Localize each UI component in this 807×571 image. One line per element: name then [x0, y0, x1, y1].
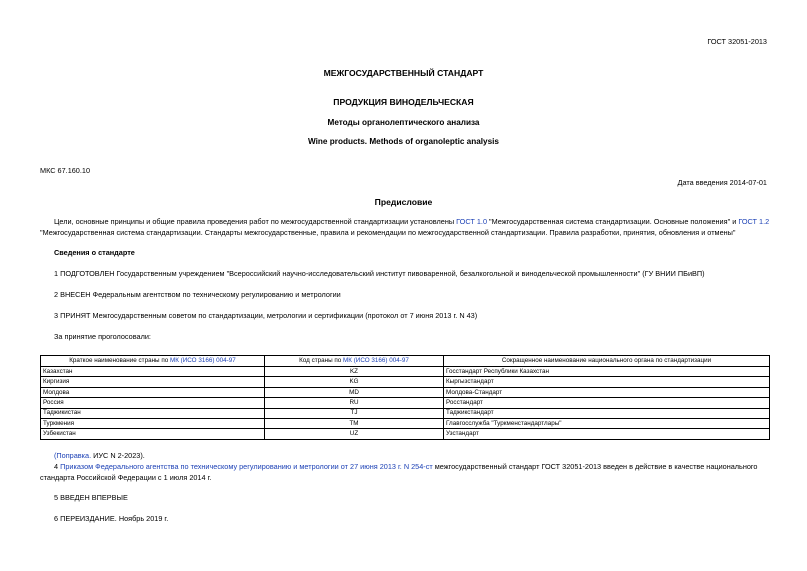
cell-country: Россия: [41, 398, 265, 408]
table-row: [41, 429, 770, 439]
product-title: ПРОДУКЦИЯ ВИНОДЕЛЬЧЕСКАЯ: [333, 97, 474, 107]
mks-code: МКС 67.160.10: [40, 166, 91, 175]
standard-type: МЕЖГОСУДАРСТВЕННЫЙ СТАНДАРТ: [323, 68, 484, 78]
cell-country: Узбекистан: [41, 429, 265, 439]
item-4-text: межгосударственный стандарт ГОСТ 32051-2013 введен в действие в качестве национального стандарта Российской Федерации с 1 июля 2014 г.: [40, 462, 758, 482]
item-2: 2 ВНЕСЕН Федеральным агентством по техническому регулированию и метрологии: [54, 290, 341, 299]
table-row: [41, 367, 770, 377]
cell-code: UZ: [265, 429, 444, 439]
cell-code: KZ: [265, 367, 444, 377]
subtitle-ru: Методы органолептического анализа: [327, 118, 480, 127]
amendment-note: [54, 451, 145, 460]
col-header-code: Код страны по МК (ИСО 3166) 004-97: [265, 356, 444, 367]
cell-code: TM: [265, 418, 444, 428]
table-row: [41, 398, 770, 408]
item-3: 3 ПРИНЯТ Межгосударственным советом по стандартизации, метрологии и сертификации (протокол от 7 июня 2013 г. N 43): [54, 311, 478, 320]
foreword-heading: Предисловие: [374, 197, 433, 207]
mk-iso-link[interactable]: МК (ИСО 3166) 004-97: [343, 357, 409, 365]
cell-country: Молдова: [41, 387, 265, 397]
intro-date: Дата введения 2014-07-01: [677, 178, 767, 187]
table-row: [41, 418, 770, 428]
cell-body: Главгосслужба "Туркменстандартлары": [444, 418, 770, 428]
subtitle-en: Wine products. Methods of organoleptic analysis: [308, 137, 499, 146]
table-row: [41, 408, 770, 418]
gost-1-0-link[interactable]: ГОСТ 1.0: [456, 217, 487, 226]
amendment-text: ИУС N 2-2023).: [91, 451, 145, 460]
intro-text-a: Цели, основные принципы и общие правила проведения работ по межгосударственной стандартизации установлены: [54, 217, 457, 226]
amendment-link[interactable]: (Поправка.: [54, 451, 92, 460]
cell-country: Киргизия: [41, 377, 265, 387]
item-5: 5 ВВЕДЕН ВПЕРВЫЕ: [54, 493, 128, 502]
voting-table: [40, 355, 770, 440]
cell-body: Таджикстандарт: [444, 408, 770, 418]
cell-country: Туркмения: [41, 418, 265, 428]
voted-label: За принятие проголосовали:: [54, 332, 151, 341]
order-link[interactable]: Приказом Федерального агентства по техническому регулированию и метрологии от 27 июня 2013 г. N 254-ст: [60, 462, 433, 471]
cell-body: Узстандарт: [444, 429, 770, 439]
table-row: [41, 387, 770, 397]
doc-code: ГОСТ 32051-2013: [707, 37, 767, 46]
mk-iso-link[interactable]: МК (ИСО 3166) 004-97: [169, 357, 236, 365]
item-6: 6 ПЕРЕИЗДАНИЕ. Ноябрь 2019 г.: [54, 514, 169, 523]
cell-code: MD: [265, 387, 444, 397]
cell-country: Казахстан: [41, 367, 265, 377]
cell-body: Госстандарт Республики Казахстан: [444, 367, 770, 377]
table-row: [41, 377, 770, 387]
cell-body: Росстандарт: [444, 398, 770, 408]
intro-text-b: "Межгосударственная система стандартизации. Основные положения" и: [487, 217, 739, 226]
info-heading: Сведения о стандарте: [54, 248, 135, 257]
cell-country: Таджикистан: [41, 408, 265, 418]
item-4-number: 4: [54, 462, 61, 471]
col-header-country: Краткое наименование страны по МК (ИСО 3166) 004-97: [41, 356, 265, 367]
cell-body: Молдова-Стандарт: [444, 387, 770, 397]
table-header-row: [41, 356, 770, 367]
col-header-body: Сокращенное наименование национального органа по стандартизации: [444, 356, 770, 367]
cell-code: RU: [265, 398, 444, 408]
cell-code: KG: [265, 377, 444, 387]
foreword-intro: [40, 217, 770, 239]
cell-code: TJ: [265, 408, 444, 418]
gost-1-2-link[interactable]: ГОСТ 1.2: [738, 217, 770, 226]
intro-text-c: "Межгосударственная система стандартизации. Стандарты межгосударственные, правила и рекомендации по межгосударственной стандартизации. Правила разработки, принятия, обновления и отмены": [40, 227, 736, 237]
item-1: 1 ПОДГОТОВЛЕН Государственным учреждением "Всероссийский научно-исследовательский институт пивоваренной, безалкогольной и винодельческой промышленности" (ГУ ВНИИ ПБиВП): [54, 269, 705, 278]
item-4: [40, 462, 770, 483]
cell-body: Кыргызстандарт: [444, 377, 770, 387]
